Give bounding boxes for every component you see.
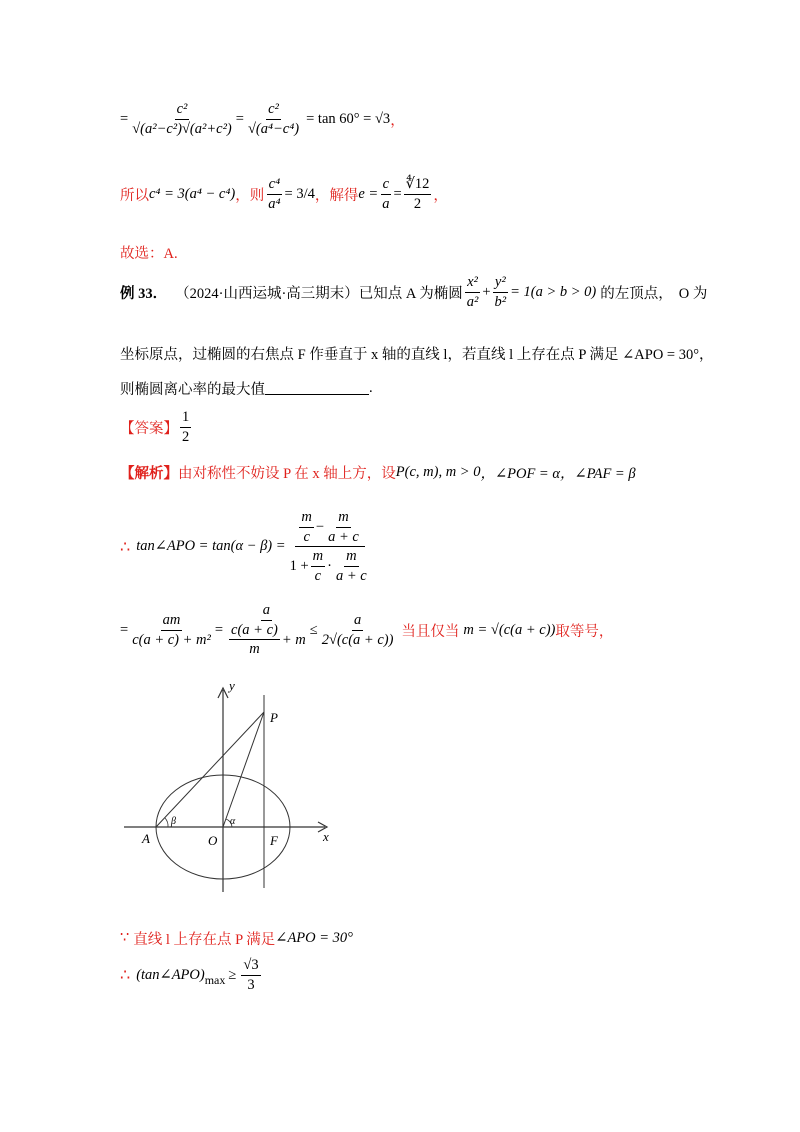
equation-c4: c⁴ = 3(a⁴ − c⁴) xyxy=(149,185,236,202)
because-line xyxy=(120,928,353,949)
example-33-line-3 xyxy=(120,378,373,399)
inequality-line xyxy=(120,602,613,658)
denominator: a⁴ xyxy=(268,195,281,212)
numerator: c(a + c) xyxy=(229,622,280,641)
numerator: m xyxy=(311,548,325,567)
denominator: 3 xyxy=(247,976,255,993)
origin-text: O 为 xyxy=(678,285,708,302)
fraction-am xyxy=(130,612,213,648)
label-o: O xyxy=(208,833,218,848)
segment-ap xyxy=(156,712,264,827)
numerator: c² xyxy=(175,101,190,120)
equals-sign: = xyxy=(120,621,129,638)
equals-sign: = xyxy=(214,621,224,638)
example-33-line-1 xyxy=(120,274,707,310)
ellipse-figure xyxy=(120,670,350,900)
answer-fraction xyxy=(180,409,191,445)
denominator: 2 xyxy=(182,428,190,445)
fraction-root12-2 xyxy=(404,176,432,212)
fraction-c2-over-sqrt xyxy=(130,101,234,137)
tan-60-result: = tan 60° = √3 xyxy=(306,110,391,127)
compound-fraction xyxy=(288,509,373,585)
example-label: 例 33． xyxy=(120,285,168,302)
choose-text: 故选：A. xyxy=(120,246,178,262)
equation-line-2 xyxy=(120,176,448,212)
minus-sign: − xyxy=(315,518,325,535)
numerator: c² xyxy=(266,101,281,120)
compound-numerator xyxy=(295,509,364,547)
fraction-a-over-sum xyxy=(225,602,308,658)
plus-sign: + xyxy=(482,283,491,300)
equality-text: 取等号， xyxy=(555,623,614,640)
fraction-c-a xyxy=(380,176,391,212)
m-over-c xyxy=(299,509,313,545)
answer-blank xyxy=(265,382,369,395)
compound-denominator xyxy=(288,547,373,584)
denominator: 2√(c(a + c)) xyxy=(321,631,394,648)
numerator: √3 xyxy=(241,957,260,976)
le-sign: ≤ xyxy=(309,621,318,638)
fraction-c2-over-sqrt-a4-c4 xyxy=(246,101,301,137)
denominator: a² xyxy=(466,293,479,310)
example-source: （2024·山西运城·高三期末）已知点 A 为椭圆 xyxy=(175,285,463,302)
tan-equation-line xyxy=(120,509,375,585)
therefore-symbol: ∴ xyxy=(120,967,131,985)
solved-text: ，解得 xyxy=(314,187,359,204)
fraction-a-over-2sqrt xyxy=(320,612,396,648)
equals-three-quarters: = 3/4 xyxy=(284,185,315,202)
condition-text: 当且仅当 xyxy=(401,623,460,640)
numerator: y² xyxy=(493,274,508,293)
final-line xyxy=(120,957,263,993)
point-p-expression: P(c, m), m > 0 xyxy=(395,464,481,480)
analysis-line xyxy=(120,462,636,483)
answer-label: 【答案】 xyxy=(120,420,178,437)
denominator: c xyxy=(314,568,322,585)
denominator xyxy=(225,621,308,658)
dot-sign: · xyxy=(327,558,332,575)
comma: ， xyxy=(433,187,448,204)
m-over-c xyxy=(311,548,325,584)
tan-lhs: tan∠APO = tan(α − β) = xyxy=(136,538,286,555)
label-f: F xyxy=(270,833,278,848)
numerator: am xyxy=(161,612,183,631)
analysis-text: 由对称性不妨设 P 在 x 轴上方，设 xyxy=(178,466,396,482)
because-text: 直线 l 上存在点 P 满足 xyxy=(133,932,276,948)
therefore-symbol: ∴ xyxy=(120,538,131,556)
label-beta: β xyxy=(171,816,176,827)
angle-paf: ，∠PAF = β xyxy=(559,466,636,482)
ge-sign: ≥ xyxy=(228,966,237,983)
so-text: 所以 xyxy=(120,187,149,204)
label-a: A xyxy=(142,831,150,846)
tan-max-expr: (tan∠APO) xyxy=(136,966,205,983)
denominator: a + c xyxy=(328,528,359,545)
label-alpha: α xyxy=(230,816,236,827)
numerator: 1 xyxy=(180,409,191,428)
equals-sign: = xyxy=(120,110,129,127)
numerator: a xyxy=(352,612,363,631)
denominator: b² xyxy=(494,293,507,310)
comma: ， xyxy=(390,112,405,129)
equation-line-1 xyxy=(120,101,405,137)
segment-op xyxy=(223,712,264,827)
m-over-a-plus-c xyxy=(326,509,361,545)
equals-sign: = xyxy=(393,185,402,202)
denominator: m xyxy=(249,641,260,658)
analysis-label: 【解析】 xyxy=(120,466,178,482)
denominator: 2 xyxy=(413,195,422,212)
numerator: x² xyxy=(465,274,480,293)
e-expression: e = xyxy=(358,185,379,202)
m-over-a-plus-c xyxy=(334,548,369,584)
angle-apo: ∠APO = 30° xyxy=(275,930,353,946)
label-x: x xyxy=(323,829,329,844)
label-p: P xyxy=(270,710,278,725)
denominator: c xyxy=(303,528,310,545)
numerator: m xyxy=(336,509,350,528)
numerator: m xyxy=(344,548,358,567)
m-equality: m = √(c(a + c)) xyxy=(463,621,556,638)
answer-line xyxy=(120,409,193,445)
denominator: a xyxy=(382,195,390,212)
denominator: a + c xyxy=(335,568,367,585)
numerator: a xyxy=(261,602,272,621)
one-plus: 1 + xyxy=(289,558,309,575)
c-a-plus-c-over-m xyxy=(229,622,280,658)
example-question: 则椭圆离心率的最大值 xyxy=(120,382,265,398)
numerator: c⁴ xyxy=(267,176,282,195)
choose-answer-line xyxy=(120,242,178,263)
max-subscript: max xyxy=(204,972,226,987)
because-symbol: ∵ xyxy=(120,930,130,946)
then-text: ，则 xyxy=(235,187,265,204)
denominator: c(a + c) + m² xyxy=(132,631,211,648)
ellipse-condition: = 1(a > b > 0) xyxy=(510,283,597,300)
numerator: ∜12 xyxy=(404,176,432,195)
example-text: 坐标原点，过椭圆的右焦点 F 作垂直于 x 轴的直线 l，若直线 l 上存在点 P 满足 ∠APO = 30°， xyxy=(120,347,714,363)
denominator: √(a⁴−c⁴) xyxy=(247,120,300,137)
period: . xyxy=(369,380,373,396)
fraction-x2-a2 xyxy=(465,274,481,310)
plus-m: + m xyxy=(281,631,306,648)
angle-beta-arc xyxy=(165,818,168,827)
numerator: c xyxy=(381,176,391,195)
angle-pof: ，∠POF = α xyxy=(480,466,560,482)
left-vertex-text: 的左顶点， xyxy=(600,285,673,302)
denominator: √(a²−c²)√(a²+c²) xyxy=(132,120,232,137)
equals-sign: = xyxy=(235,110,244,127)
fraction-y2-b2 xyxy=(493,274,509,310)
label-y: y xyxy=(229,678,235,693)
fraction-c4-a4 xyxy=(266,176,282,212)
fraction-sqrt3-3 xyxy=(241,957,260,993)
numerator: m xyxy=(299,509,313,528)
example-33-line-2 xyxy=(120,343,714,364)
